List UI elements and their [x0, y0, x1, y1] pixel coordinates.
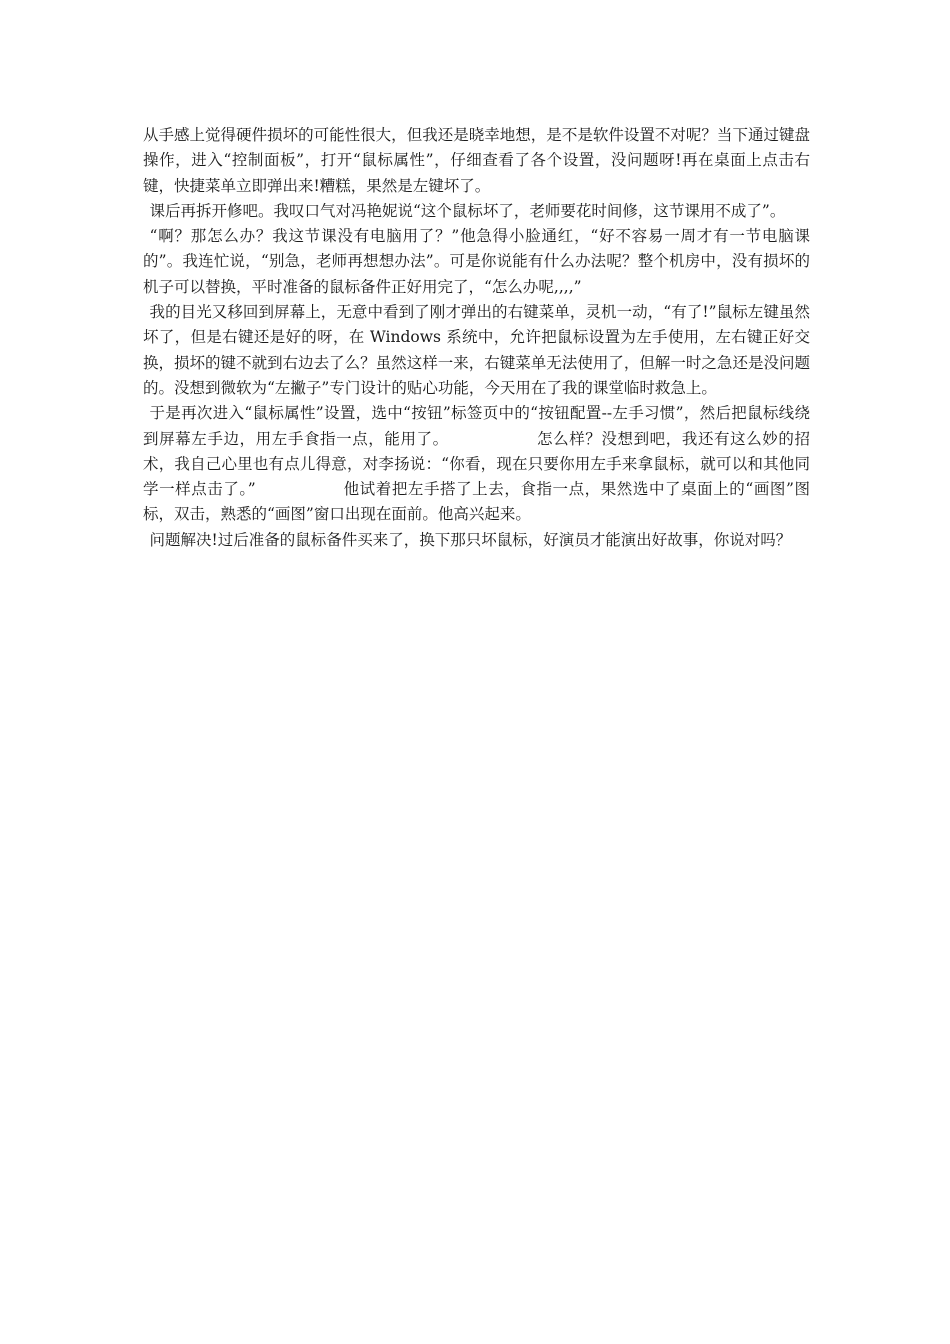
paragraph-2: 课后再拆开修吧。我叹口气对冯艳妮说“这个鼠标坏了，老师要花时间修，这节课用不成了”。: [149, 201, 786, 220]
paragraph-6: 问题解决!过后准备的鼠标备件买来了，换下那只坏鼠标，好演员才能演出好故事，你说对吗？: [149, 530, 792, 549]
paragraph-3: “啊？那怎么办？我这节课没有电脑用了？”他急得小脸通红，“好不容易一周才有一节电脑课的”。我连忙说，“别急，老师再想想办法”。可是你说能有什么办法呢？整个机房中，没有损坏的机子可以替换，平时准备的鼠标备件正好用完了，“怎么办呢,,,,”: [143, 227, 810, 296]
paragraph-4: 我的目光又移回到屏幕上，无意中看到了刚才弹出的右键菜单，灵机一动，“有了!”鼠标左键虽然坏了，但是右键还是好的呀，在 Windows 系统中，允许把鼠标设置为左手使用，左右键正好交换，损坏的键不就到右边去了么？虽然这样一来，右键菜单无法使用了，但解一时之急还是没问题的。没想到微软为“左撇子”专门设计的贴心功能，今天用在了我的课堂临时救急上。: [143, 303, 810, 397]
article-body: [143, 123, 810, 553]
paragraph-5: 于是再次进入“鼠标属性”设置，选中“按钮”标签页中的“按钮配置--左手习惯”，然后把鼠标线绕到屏幕左手边，用左手食指一点，能用了。 怎么样？没想到吧，我还有这么妙的招术，我自己心里也有点儿得意，对李扬说：“你看，现在只要你用左手来拿鼠标，就可以和其他同学一样点击了。” 他试着把左手搭了上去，食指一点，果然选中了桌面上的“画图”图标，双击，熟悉的“画图”窗口出现在面前。他高兴起来。: [143, 404, 810, 524]
paragraph-1: 从手感上觉得硬件损坏的可能性很大，但我还是晓幸地想，是不是软件设置不对呢？当下通过键盘操作，进入“控制面板”，打开“鼠标属性”，仔细查看了各个设置，没问题呀!再在桌面上点击右键，快捷菜单立即弹出来!糟糕，果然是左键坏了。: [143, 126, 810, 195]
